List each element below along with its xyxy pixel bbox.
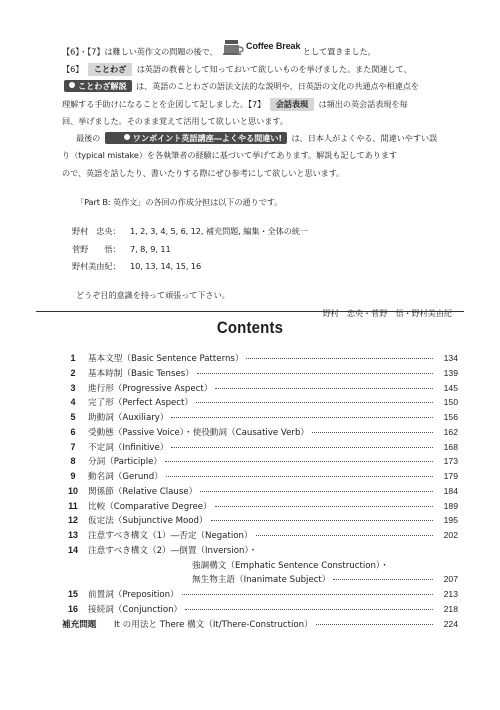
intro-line-7: り（typical mistake）を各執筆者の経験に基づいて挙げてあります。解説も記してあります (62, 150, 397, 161)
coffee-break-label (220, 38, 300, 55)
contents-title: Contents (216, 318, 284, 337)
closing-line: どうぞ目的意識を持って頑張って下さい。 (76, 290, 230, 301)
leader-dots (333, 579, 433, 580)
toc-page-number: 218 (443, 603, 458, 614)
toc-number: 補充問題 (62, 619, 97, 630)
toc-number: 5 (70, 412, 76, 422)
author-items: 1, 2, 3, 4, 5, 6, 12, 補充問題, 編集・全体の統一 (130, 226, 308, 237)
toc-number: 16 (67, 603, 78, 614)
toc-page-number: 202 (443, 530, 458, 540)
assignment-list (72, 223, 452, 275)
text: は英語の教養として知っておいて欲しいものを挙げました。また関連して、 (136, 63, 412, 74)
toc-page-number: 139 (443, 367, 458, 378)
toc-entry[interactable] (62, 441, 458, 456)
toc-number: 9 (70, 471, 76, 481)
toc-page-number: 156 (443, 412, 458, 422)
leader-dots (171, 447, 433, 448)
leader-dots (312, 432, 433, 433)
intro-line-4 (62, 96, 452, 113)
text: 理解する手助けになることを企図して記しました。【7】 (62, 98, 266, 109)
toc-entry[interactable] (62, 455, 458, 470)
toc-entry[interactable] (62, 588, 458, 603)
assignment-row (72, 223, 452, 240)
assignment-row (72, 241, 452, 258)
toc-page-number: 184 (443, 485, 458, 496)
toc-page-number: 173 (443, 456, 458, 467)
toc-page-number: 179 (443, 471, 458, 481)
toc-title: 進行形（Progressive Aspect） (88, 383, 213, 394)
intro-line-2 (62, 61, 452, 78)
toc-number: 13 (67, 530, 78, 540)
signature: 野村 忠央・菅野 悟・野村美由紀 (322, 307, 452, 318)
leader-dots (211, 520, 433, 521)
text: は頻出の英会話表現を毎 (318, 98, 408, 109)
intro-line-5: 回、挙げました。そのまま覚えて活用して欲しいと思います。 (62, 115, 288, 126)
toc-entry[interactable] (62, 618, 458, 633)
toc-title: 基本時制（Basic Tenses） (88, 368, 194, 379)
text: として置きました。 (302, 46, 376, 57)
leader-dots (166, 476, 433, 477)
toc-page-number: 207 (443, 574, 458, 585)
toc-number: 10 (67, 485, 78, 496)
author-name: 菅野 悟： (72, 243, 121, 254)
text: は、日本人がよくやる、間違いやすい誤 (291, 133, 438, 144)
table-of-contents (62, 352, 458, 632)
toc-entry[interactable] (62, 470, 458, 485)
leader-dots (197, 373, 433, 374)
toc-title: 注意すべき構文（1）―否定（Negation） (88, 531, 253, 541)
toc-number: 6 (70, 426, 76, 437)
toc-title: 不定詞（Infinitive） (88, 442, 169, 453)
toc-entry[interactable] (62, 529, 458, 544)
toc-entry[interactable] (62, 396, 458, 411)
toc-title: 基本文型（Basic Sentence Patterns） (88, 354, 244, 364)
leader-dots (215, 388, 433, 389)
coffee-cup-icon (222, 39, 244, 55)
toc-entry[interactable] (62, 485, 458, 500)
toc-number: 8 (70, 456, 76, 467)
toc-title: 完了形（Perfect Aspect） (88, 398, 193, 409)
author-items: 7, 8, 9, 11 (130, 243, 171, 254)
toc-page-number: 224 (443, 618, 458, 629)
toc-number: 15 (67, 589, 78, 599)
leader-dots (256, 535, 433, 536)
toc-page-number: 134 (443, 353, 458, 363)
leader-dots (215, 506, 433, 507)
toc-title: 比較（Comparative Degree） (88, 501, 212, 512)
toc-title: 助動詞（Auxiliary） (88, 413, 169, 423)
leader-dots (182, 594, 433, 595)
preface-text (62, 38, 452, 322)
proverb-tag: ことわざ (88, 63, 132, 76)
assignment-row (72, 258, 452, 275)
bullet-icon (69, 82, 75, 88)
part-b-note: 「Part B: 英作文」の各回の作成分担は以下の通りです。 (76, 197, 283, 208)
intro-line-6 (62, 130, 452, 147)
toc-title: 関係節（Relative Clause） (88, 486, 198, 497)
toc-entry[interactable] (62, 367, 458, 382)
toc-title: 接続詞（Conjunction） (88, 604, 183, 615)
author-name: 野村美由紀： (72, 260, 121, 271)
toc-entry[interactable] (62, 352, 458, 367)
toc-title: 前置詞（Preposition） (88, 590, 179, 600)
leader-dots (316, 624, 433, 625)
intro-line-1 (62, 38, 452, 61)
toc-entry-continuation (62, 573, 458, 588)
toc-number: 11 (68, 500, 78, 511)
leader-dots (200, 491, 433, 492)
text: は、英語のことわざの語法文法的な説明や、日英語の文化の共通点や相違点を (136, 81, 419, 92)
toc-entry-continuation (62, 559, 458, 574)
toc-number: 4 (70, 397, 76, 408)
author-items: 10, 13, 14, 15, 16 (130, 260, 202, 271)
toc-title: It の用法と There 構文（It/There-Construction） (114, 619, 313, 630)
toc-number: 14 (67, 544, 78, 555)
toc-title: 受動態（Passive Voice）・使役動詞（Causative Verb） (88, 427, 310, 438)
toc-page-number: 213 (443, 589, 458, 599)
leader-dots (196, 402, 433, 403)
toc-page-number: 195 (443, 515, 458, 526)
toc-page-number: 189 (443, 500, 458, 511)
proverb-explanation-tag (64, 80, 132, 92)
toc-entry[interactable] (62, 544, 458, 559)
text: 最後の (76, 133, 101, 144)
toc-title: 仮定法（Subjunctive Mood） (88, 516, 208, 527)
text: 【6】・【7】は難しい英作文の問題の後で、 (62, 46, 218, 57)
leader-dots (171, 417, 433, 418)
toc-title-continuation: 強調構文（Emphatic Sentence Construction）・ (192, 560, 389, 571)
leader-dots (185, 609, 433, 610)
toc-number: 12 (67, 515, 78, 526)
toc-title: 注意すべき構文（2）―倒置（Inversion）・ (88, 545, 258, 556)
one-point-tag (105, 132, 287, 144)
toc-page-number: 150 (443, 397, 458, 408)
coffee-break-text: Coffee Break (246, 41, 301, 51)
toc-entry[interactable] (62, 426, 458, 441)
toc-number: 7 (70, 441, 76, 452)
toc-title-continuation: 無生物主語（Inanimate Subject） (192, 575, 331, 586)
tag-text: ワンポイント英語講座―よくやる間違い! (132, 133, 282, 144)
toc-entry[interactable] (62, 382, 458, 397)
toc-page-number: 162 (443, 426, 458, 437)
toc-title: 分詞（Participle） (88, 457, 162, 468)
toc-entry[interactable] (62, 411, 458, 426)
toc-title: 動名詞（Gerund） (88, 472, 163, 482)
tag-text: ことわざ解説 (78, 81, 127, 92)
toc-number: 3 (70, 382, 76, 393)
intro-line-8: ので、英語を話したり、書いたりする際にぜひ参考にして欲しいと思います。 (62, 167, 345, 178)
divider (36, 311, 464, 312)
toc-entry[interactable] (62, 603, 458, 618)
intro-line-3 (62, 78, 452, 95)
toc-number: 1 (70, 353, 76, 363)
toc-entry[interactable] (62, 500, 458, 515)
conversation-tag: 会話表現 (270, 98, 314, 111)
bullet-icon (124, 134, 130, 140)
text: 【6】 (62, 63, 84, 74)
toc-number: 2 (70, 367, 76, 378)
toc-page-number: 145 (443, 382, 458, 393)
author-name: 野村 忠央： (72, 226, 121, 237)
toc-entry[interactable] (62, 514, 458, 529)
leader-dots (165, 461, 433, 462)
leader-dots (246, 358, 433, 359)
toc-page-number: 168 (443, 441, 458, 452)
